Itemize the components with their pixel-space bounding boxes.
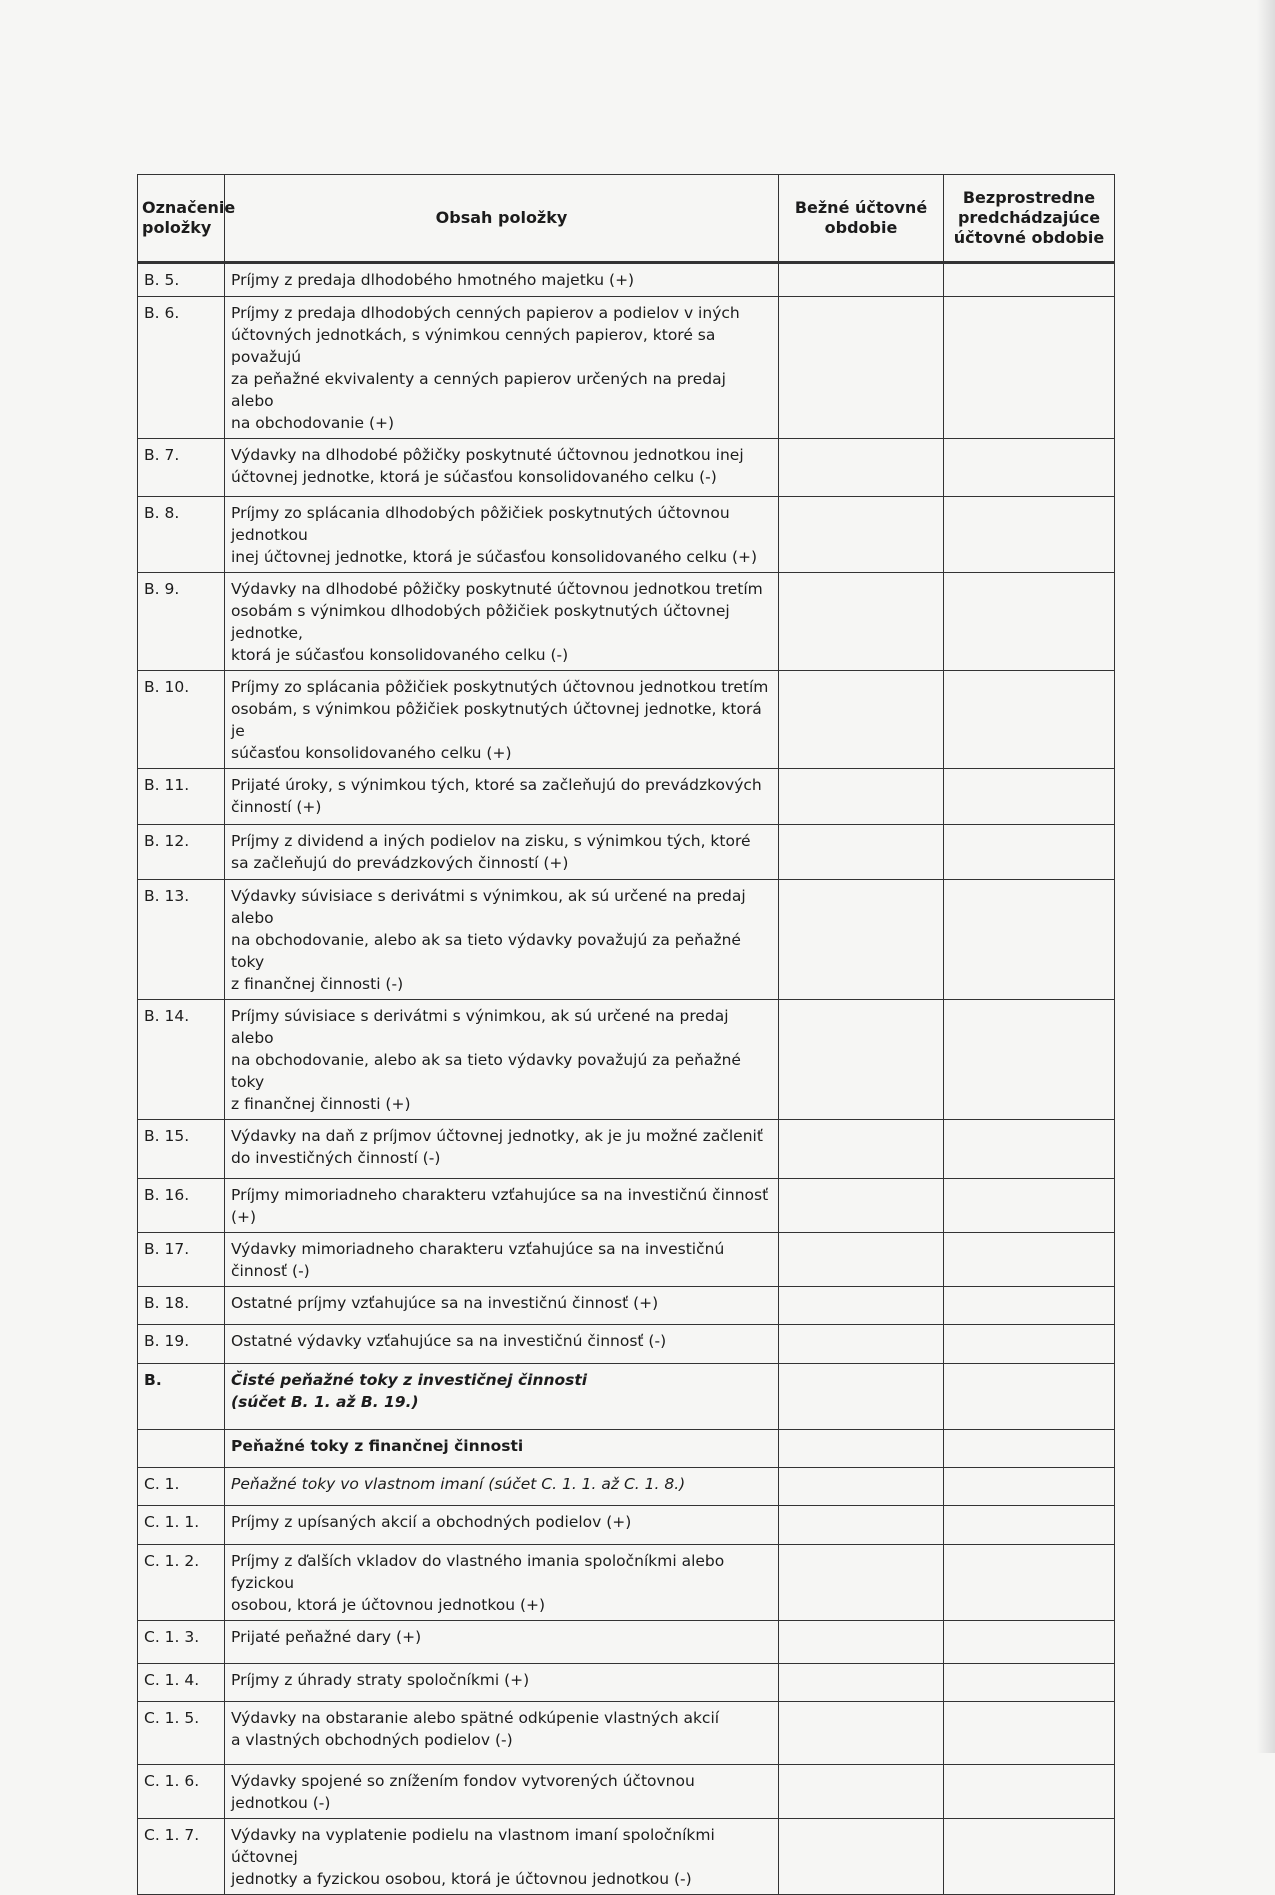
- current-period-value[interactable]: [779, 439, 944, 497]
- item-code: C. 1. 7.: [138, 1819, 225, 1895]
- item-description: Prijaté peňažné dary (+): [225, 1621, 779, 1664]
- current-period-value[interactable]: [779, 1819, 944, 1895]
- item-description: Príjmy zo splácania pôžičiek poskytnutých účtovnou jednotkou tretím osobám, s výnimkou pôžičiek poskytnutých účtovnej jednotke, ktorá je súčasťou konsolidovaného celku (+): [225, 671, 779, 769]
- item-code: B. 15.: [138, 1120, 225, 1179]
- current-period-value[interactable]: [779, 497, 944, 573]
- previous-period-value[interactable]: [944, 769, 1115, 825]
- table-row: [138, 263, 1115, 297]
- previous-period-value[interactable]: [944, 1430, 1115, 1468]
- table-header-row: [138, 175, 1115, 263]
- previous-period-value[interactable]: [944, 1621, 1115, 1664]
- previous-period-value[interactable]: [944, 439, 1115, 497]
- header-content: Obsah položky: [225, 175, 779, 263]
- previous-period-value[interactable]: [944, 671, 1115, 769]
- table-row: [138, 1233, 1115, 1287]
- current-period-value[interactable]: [779, 573, 944, 671]
- current-period-value[interactable]: [779, 1545, 944, 1621]
- previous-period-value[interactable]: [944, 1179, 1115, 1233]
- previous-period-value[interactable]: [944, 1664, 1115, 1702]
- previous-period-value[interactable]: [944, 1702, 1115, 1765]
- current-period-value[interactable]: [779, 1364, 944, 1430]
- item-description: Príjmy zo splácania dlhodobých pôžičiek poskytnutých účtovnou jednotkou inej účtovnej jednotke, ktorá je súčasťou konsolidovaného celku (+): [225, 497, 779, 573]
- table-row: [138, 1000, 1115, 1120]
- table-row: [138, 1120, 1115, 1179]
- table-row: [138, 825, 1115, 880]
- item-description: Výdavky spojené so znížením fondov vytvorených účtovnou jednotkou (-): [225, 1765, 779, 1819]
- item-code: C. 1. 4.: [138, 1664, 225, 1702]
- item-code: B. 13.: [138, 880, 225, 1000]
- item-description: Výdavky na daň z príjmov účtovnej jednotky, ak je ju možné začleniť do investičných činností (-): [225, 1120, 779, 1179]
- table-body: [138, 263, 1115, 1895]
- current-period-value[interactable]: [779, 297, 944, 439]
- item-code: C. 1. 5.: [138, 1702, 225, 1765]
- current-period-value[interactable]: [779, 1430, 944, 1468]
- current-period-value[interactable]: [779, 825, 944, 880]
- item-code: B. 6.: [138, 297, 225, 439]
- item-description: Výdavky súvisiace s derivátmi s výnimkou, ak sú určené na predaj alebo na obchodovanie, alebo ak sa tieto výdavky považujú za peňažné toky z finančnej činnosti (-): [225, 880, 779, 1000]
- item-code: B. 18.: [138, 1287, 225, 1325]
- item-code: B. 16.: [138, 1179, 225, 1233]
- item-code: C. 1. 2.: [138, 1545, 225, 1621]
- item-code: B. 8.: [138, 497, 225, 573]
- previous-period-value[interactable]: [944, 1819, 1115, 1895]
- item-description: Výdavky mimoriadneho charakteru vzťahujúce sa na investičnú činnosť (-): [225, 1233, 779, 1287]
- item-code: B. 14.: [138, 1000, 225, 1120]
- previous-period-value[interactable]: [944, 1287, 1115, 1325]
- item-code: B. 10.: [138, 671, 225, 769]
- current-period-value[interactable]: [779, 1287, 944, 1325]
- item-code: B. 9.: [138, 573, 225, 671]
- current-period-value[interactable]: [779, 1506, 944, 1545]
- header-previous-period: Bezprostredne predchádzajúce účtovné obdobie: [944, 175, 1115, 263]
- current-period-value[interactable]: [779, 880, 944, 1000]
- item-code: B. 17.: [138, 1233, 225, 1287]
- previous-period-value[interactable]: [944, 1468, 1115, 1506]
- previous-period-value[interactable]: [944, 880, 1115, 1000]
- item-code: C. 1. 1.: [138, 1506, 225, 1545]
- table-row: [138, 1506, 1115, 1545]
- table-row: [138, 1468, 1115, 1506]
- item-description: Príjmy z predaja dlhodobých cenných papierov a podielov v iných účtovných jednotkách, s výnimkou cenných papierov, ktoré sa považujú za peňažné ekvivalenty a cenných papierov určených na predaj alebo na obchodovanie (+): [225, 297, 779, 439]
- item-code: B. 12.: [138, 825, 225, 880]
- item-description: Príjmy mimoriadneho charakteru vzťahujúce sa na investičnú činnosť (+): [225, 1179, 779, 1233]
- item-description: Peňažné toky vo vlastnom imaní (súčet C. 1. 1. až C. 1. 8.): [225, 1468, 779, 1506]
- item-description: Príjmy z upísaných akcií a obchodných podielov (+): [225, 1506, 779, 1545]
- previous-period-value[interactable]: [944, 1364, 1115, 1430]
- previous-period-value[interactable]: [944, 825, 1115, 880]
- header-code: Označenie položky: [138, 175, 225, 263]
- previous-period-value[interactable]: [944, 1000, 1115, 1120]
- item-code: B. 11.: [138, 769, 225, 825]
- item-code: C. 1. 3.: [138, 1621, 225, 1664]
- item-description: Príjmy súvisiace s derivátmi s výnimkou, ak sú určené na predaj alebo na obchodovanie, alebo ak sa tieto výdavky považujú za peňažné toky z finančnej činnosti (+): [225, 1000, 779, 1120]
- item-code: B. 19.: [138, 1325, 225, 1364]
- item-description: Výdavky na dlhodobé pôžičky poskytnuté účtovnou jednotkou tretím osobám s výnimkou dlhodobých pôžičiek poskytnutých účtovnej jednotke, ktorá je súčasťou konsolidovaného celku (-): [225, 573, 779, 671]
- table-row: [138, 497, 1115, 573]
- previous-period-value[interactable]: [944, 497, 1115, 573]
- previous-period-value[interactable]: [944, 297, 1115, 439]
- header-current-period: Bežné účtovné obdobie: [779, 175, 944, 263]
- table-row: [138, 671, 1115, 769]
- table-row: [138, 1621, 1115, 1664]
- cash-flow-table: [137, 174, 1115, 1895]
- current-period-value[interactable]: [779, 1179, 944, 1233]
- current-period-value[interactable]: [779, 1664, 944, 1702]
- previous-period-value[interactable]: [944, 1325, 1115, 1364]
- item-description: Čisté peňažné toky z investičnej činnosti (súčet B. 1. až B. 19.): [225, 1364, 779, 1430]
- current-period-value[interactable]: [779, 1765, 944, 1819]
- item-code: C. 1.: [138, 1468, 225, 1506]
- table-row: [138, 1664, 1115, 1702]
- table-row: [138, 1819, 1115, 1895]
- current-period-value[interactable]: [779, 769, 944, 825]
- table-row: [138, 880, 1115, 1000]
- item-description: Prijaté úroky, s výnimkou tých, ktoré sa začleňujú do prevádzkových činností (+): [225, 769, 779, 825]
- table-row: [138, 1545, 1115, 1621]
- table-row: [138, 1765, 1115, 1819]
- item-description: Výdavky na obstaranie alebo spätné odkúpenie vlastných akcií a vlastných obchodných podielov (-): [225, 1702, 779, 1765]
- item-description: Výdavky na vyplatenie podielu na vlastnom imaní spoločníkmi účtovnej jednotky a fyzickou osobou, ktorá je účtovnou jednotkou (-): [225, 1819, 779, 1895]
- item-description: Príjmy z predaja dlhodobého hmotného majetku (+): [225, 263, 779, 297]
- current-period-value[interactable]: [779, 1233, 944, 1287]
- previous-period-value[interactable]: [944, 1233, 1115, 1287]
- table-row: [138, 1702, 1115, 1765]
- previous-period-value[interactable]: [944, 1506, 1115, 1545]
- table-row: [138, 1325, 1115, 1364]
- item-description: Výdavky na dlhodobé pôžičky poskytnuté účtovnou jednotkou inej účtovnej jednotke, ktorá je súčasťou konsolidovaného celku (-): [225, 439, 779, 497]
- table-row: [138, 1430, 1115, 1468]
- table-row: [138, 769, 1115, 825]
- item-code: B. 7.: [138, 439, 225, 497]
- item-description: Peňažné toky z finančnej činnosti: [225, 1430, 779, 1468]
- scan-edge-shadow: [1257, 0, 1275, 1753]
- current-period-value[interactable]: [779, 1000, 944, 1120]
- table-row: [138, 1364, 1115, 1430]
- table-row: [138, 573, 1115, 671]
- table-row: [138, 1179, 1115, 1233]
- current-period-value[interactable]: [779, 1325, 944, 1364]
- previous-period-value[interactable]: [944, 1120, 1115, 1179]
- previous-period-value[interactable]: [944, 1765, 1115, 1819]
- table-row: [138, 439, 1115, 497]
- previous-period-value[interactable]: [944, 263, 1115, 297]
- item-code: C. 1. 6.: [138, 1765, 225, 1819]
- previous-period-value[interactable]: [944, 573, 1115, 671]
- current-period-value[interactable]: [779, 671, 944, 769]
- current-period-value[interactable]: [779, 263, 944, 297]
- item-description: Príjmy z dividend a iných podielov na zisku, s výnimkou tých, ktoré sa začleňujú do prevádzkových činností (+): [225, 825, 779, 880]
- item-description: Príjmy z úhrady straty spoločníkmi (+): [225, 1664, 779, 1702]
- item-description: Ostatné príjmy vzťahujúce sa na investičnú činnosť (+): [225, 1287, 779, 1325]
- item-description: Ostatné výdavky vzťahujúce sa na investičnú činnosť (-): [225, 1325, 779, 1364]
- current-period-value[interactable]: [779, 1702, 944, 1765]
- item-code: [138, 1430, 225, 1468]
- current-period-value[interactable]: [779, 1621, 944, 1664]
- table-row: [138, 1287, 1115, 1325]
- previous-period-value[interactable]: [944, 1545, 1115, 1621]
- item-code: B.: [138, 1364, 225, 1430]
- item-description: Príjmy z ďalších vkladov do vlastného imania spoločníkmi alebo fyzickou osobou, ktorá je účtovnou jednotkou (+): [225, 1545, 779, 1621]
- current-period-value[interactable]: [779, 1120, 944, 1179]
- item-code: B. 5.: [138, 263, 225, 297]
- current-period-value[interactable]: [779, 1468, 944, 1506]
- table-row: [138, 297, 1115, 439]
